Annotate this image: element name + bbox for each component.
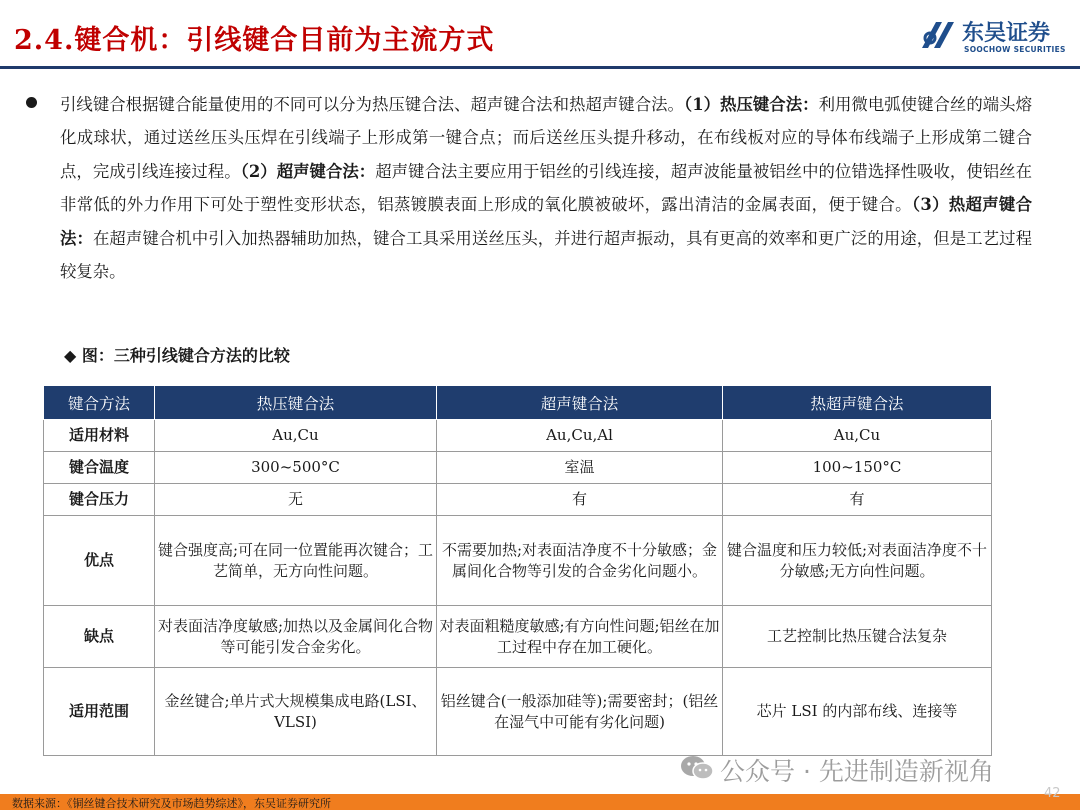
table-header-row	[44, 386, 992, 420]
logo-mark-icon	[918, 18, 958, 52]
intro-marker-2: （2）超声键合法：	[240, 161, 376, 181]
table-row	[44, 668, 992, 756]
header-cell-method: 键合方法	[44, 386, 155, 420]
intro-text-1: 引线键合根据键合能量使用的不同可以分为热压键合法、超声键合法和热超声键合法。	[60, 95, 684, 114]
table-row	[44, 484, 992, 516]
table-cell: 键合温度和压力较低;对表面洁净度不十分敏感;无方向性问题。	[723, 516, 992, 606]
table-row	[44, 516, 992, 606]
table-caption: ◆ 图：三种引线键合方法的比较	[64, 346, 290, 365]
row-label: 缺点	[44, 606, 155, 668]
table-cell: 室温	[437, 452, 723, 484]
table-row	[44, 452, 992, 484]
table-cell: 金丝键合;单片式大规模集成电路(LSI、VLSI)	[155, 668, 437, 756]
table-cell: 不需要加热;对表面洁净度不十分敏感；金属间化合物等引发的合金劣化问题小。	[437, 516, 723, 606]
intro-text-4: 在超声键合机中引入加热器辅助加热，键合工具采用送丝压头，并进行超声振动，具有更高的效率和更广泛的用途，但是工艺过程较复杂。	[60, 228, 1032, 282]
table-cell: 有	[437, 484, 723, 516]
intro-paragraph	[60, 88, 1032, 288]
table-cell: 工艺控制比热压键合法复杂	[723, 606, 992, 668]
watermark-text: 公众号 · 先进制造新视角	[720, 757, 994, 786]
table-cell: 铝丝键合(一般添加硅等);需要密封；(铝丝在湿气中可能有劣化问题)	[437, 668, 723, 756]
row-label: 键合压力	[44, 484, 155, 516]
row-label: 优点	[44, 516, 155, 606]
table-cell: 300~500°C	[155, 452, 437, 484]
table-cell: Au,Cu	[723, 420, 992, 452]
header-cell-thermocompression: 热压键合法	[155, 386, 437, 420]
intro-text-3: 超声键合法主要应用于铝丝的引线连接，超声波能量被铝丝中的位错选择性吸收，使铝丝在非常低的外力作用下可处于塑性变形状态，铝蒸镀膜表面上形成的氧化膜被破坏，露出清洁的金属表面，便于键合。	[60, 161, 1032, 215]
table-cell: 无	[155, 484, 437, 516]
intro-marker-3: （3）热超声键合法：	[60, 195, 1032, 248]
row-label: 键合温度	[44, 452, 155, 484]
company-logo	[918, 16, 1068, 56]
bullet-icon	[26, 97, 37, 108]
table-cell: 芯片 LSI 的内部布线、连接等	[723, 668, 992, 756]
logo-text-cn: 东吴证券	[962, 21, 1051, 46]
page-title: 2.4.键合机：引线键合目前为主流方式	[14, 25, 495, 56]
table-cell: 100~150°C	[723, 452, 992, 484]
intro-marker-1: （1）热压键合法：	[683, 95, 819, 114]
comparison-table	[43, 385, 992, 756]
logo-text-en: SOOCHOW SECURITIES	[964, 45, 1066, 54]
row-label: 适用材料	[44, 420, 155, 452]
header-divider	[0, 66, 1080, 69]
table-cell: 对表面粗糙度敏感;有方向性问题;铝丝在加工过程中存在加工硬化。	[437, 606, 723, 668]
table-row	[44, 420, 992, 452]
intro-text-2: 利用微电弧使键合丝的端头熔化成球状，通过送丝压头压焊在引线端子上形成第一键合点；而后送丝压头提升移动，在布线板对应的导体布线端子上形成第二键合点，完成引线连接过程。	[60, 95, 1032, 181]
row-label: 适用范围	[44, 668, 155, 756]
source-note: 数据来源：《铜丝键合技术研究及市场趋势综述》，东吴证券研究所	[12, 797, 331, 810]
table-cell: Au,Cu,Al	[437, 420, 723, 452]
table-cell: 键合强度高;可在同一位置能再次键合；工艺简单，无方向性问题。	[155, 516, 437, 606]
table-cell: 对表面洁净度敏感;加热以及金属间化合物等可能引发合金劣化。	[155, 606, 437, 668]
wechat-icon	[680, 755, 714, 781]
header-cell-ultrasonic: 超声键合法	[437, 386, 723, 420]
table-row	[44, 606, 992, 668]
table-cell: 有	[723, 484, 992, 516]
header-cell-thermosonic: 热超声键合法	[723, 386, 992, 420]
page-number: 42	[1044, 786, 1061, 801]
table-cell: Au,Cu	[155, 420, 437, 452]
slide-header	[0, 0, 1080, 66]
